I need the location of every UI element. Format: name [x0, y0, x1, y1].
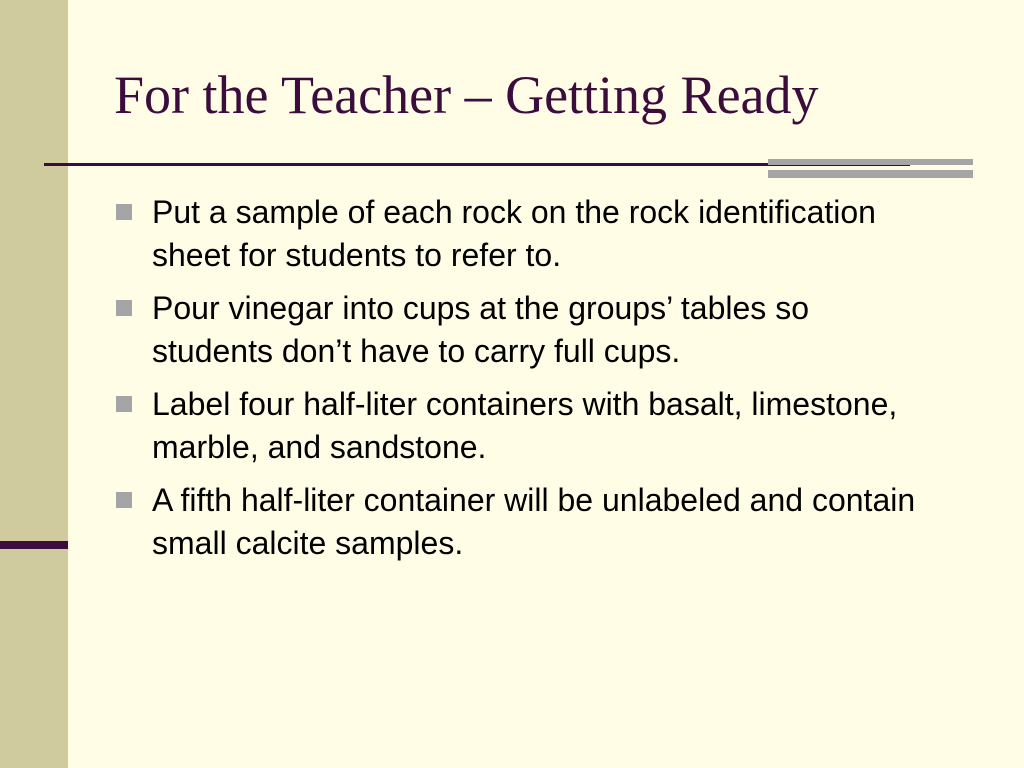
- bullet-text: Label four half-liter containers with basalt, limestone, marble, and sandstone.: [152, 386, 898, 465]
- bullet-text: Pour vinegar into cups at the groups’ tables so students don’t have to carry full cups.: [152, 290, 809, 369]
- square-bullet-icon: [116, 300, 132, 316]
- bullet-list: [116, 191, 936, 575]
- bullet-item: [116, 383, 936, 469]
- decorative-gray-bar-top: [768, 159, 973, 165]
- square-bullet-icon: [116, 492, 132, 508]
- bullet-text: A fifth half-liter container will be unlabeled and contain small calcite samples.: [152, 482, 916, 561]
- bullet-item: [116, 287, 936, 373]
- square-bullet-icon: [116, 396, 132, 412]
- slide-title: For the Teacher – Getting Ready: [114, 65, 819, 125]
- decorative-gray-bar-bottom: [768, 170, 973, 178]
- side-accent-bar: [0, 541, 68, 549]
- square-bullet-icon: [116, 204, 132, 220]
- bullet-item: [116, 479, 936, 565]
- bullet-item: [116, 191, 936, 277]
- left-side-band: [0, 0, 68, 768]
- bullet-text: Put a sample of each rock on the rock identification sheet for students to refer to.: [152, 194, 876, 273]
